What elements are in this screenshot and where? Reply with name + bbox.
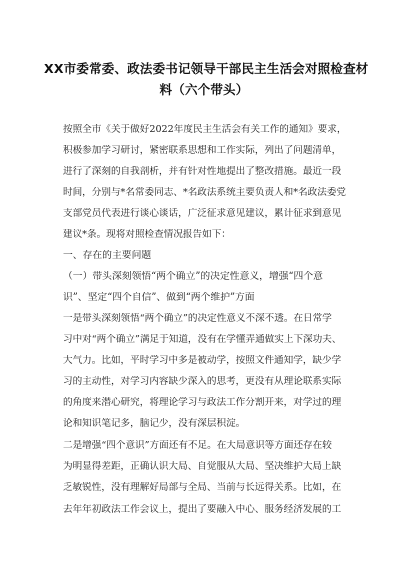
document-title-line-1: XX市委常委、政法委书记领导干部民主生活会对照检查材 bbox=[44, 61, 369, 76]
body-line: 支部党员代表进行谈心谈话，广泛征求意见建议，累计征求到意见 bbox=[63, 208, 342, 219]
body-line: 乏敏锐性，没有理解好局部与全局、当前与长远得关系。比如，在 bbox=[63, 482, 342, 493]
document-title-line-2: 料（六个带头） bbox=[159, 82, 249, 97]
subsection-heading-line-1: （一）带头深刻领悟“两个确立”的决定性意义，增强“四个意 bbox=[63, 271, 323, 282]
body-line: 建议*条。现将对照检查情况报告如下： bbox=[63, 229, 231, 240]
body-line: 时间，分别与*名常委同志、*名政法系统主要负责人和*名政法委党 bbox=[63, 187, 347, 198]
body-line: 习的主动性，对学习内容缺少深入的思考，更没有从理论联系实际 bbox=[63, 376, 342, 387]
body-line: 按照全市《关于做好2022年度民主生活会有关工作的通知》要求， bbox=[63, 124, 347, 135]
section-heading: 一、存在的主要问题 bbox=[63, 250, 152, 261]
body-line: 进行了深刻的自我剖析，并有针对性地提出了整改措施。最近一段 bbox=[63, 166, 342, 177]
body-line: 积极参加学习研讨，紧密联系思想和工作实际，列出了问题清单， bbox=[63, 145, 342, 156]
body-line: 去年年初政法工作会议上，提出了要融入中心、服务经济发展的工 bbox=[63, 504, 342, 515]
body-line: 为明显得差距，正确认识大局、自觉服从大局、坚决维护大局上缺 bbox=[63, 461, 342, 472]
body-line: 一是带头深刻领悟“两个确立”的决定性意义不深不透。在日常学 bbox=[63, 313, 332, 324]
subsection-heading-line-2: 识”、坚定“四个自信”、做到“两个维护”方面 bbox=[63, 292, 255, 303]
body-line: 习中对“两个确立”满足于知道，没有在学懂弄通做实上下深功夫、 bbox=[63, 334, 342, 345]
body-line: 大气力。比如，平时学习中多是被动学，按照文件通知学，缺少学 bbox=[63, 355, 342, 366]
body-line: 二是增强“四个意识”方面还有不足。在大局意识等方面还存在较 bbox=[63, 440, 332, 451]
body-line: 论和知识笔记多，脑记少，没有深层积淀。 bbox=[63, 418, 246, 429]
body-line: 的角度来潜心研究，将理论学习与政法工作分割开来，对学过的理 bbox=[63, 397, 342, 408]
